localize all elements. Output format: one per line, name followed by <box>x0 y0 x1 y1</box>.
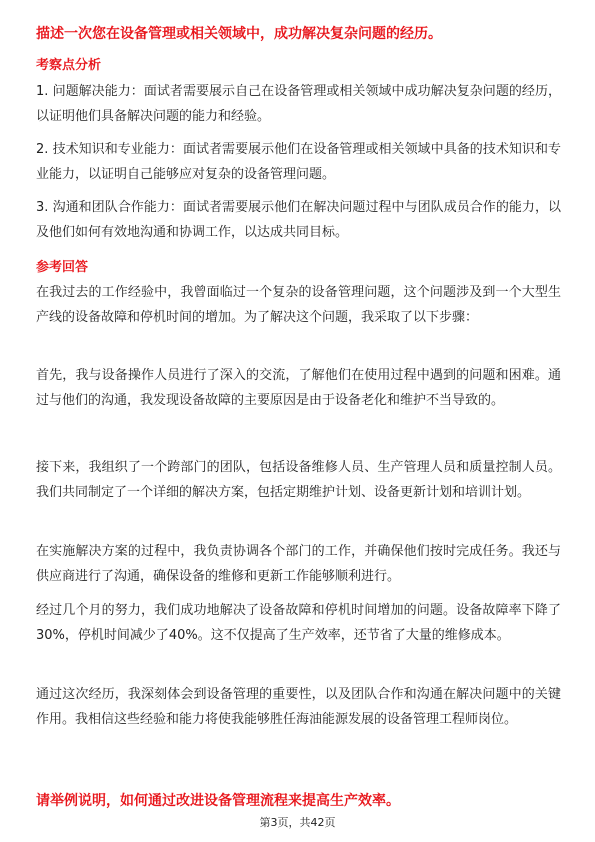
answer-paragraph-3: 接下来，我组织了一个跨部门的团队，包括设备维修人员、生产管理人员和质量控制人员。我们共同制定了一个详细的解决方案，包括定期维护计划、设备更新计划和培训计划。 <box>36 460 561 500</box>
answer-paragraph-6: 通过这次经历，我深刻体会到设备管理的重要性，以及团队合作和沟通在解决问题中的关键作用。我相信这些经验和能力将使我能够胜任海油能源发展的设备管理工程师岗位。 <box>36 687 561 727</box>
question-title: 描述一次您在设备管理或相关领域中，成功解决复杂问题的经历。 <box>36 26 442 42</box>
analysis-point-3: 3. 沟通和团队合作能力：面试者需要展示他们在解决问题过程中与团队成员合作的能力，以及他们如何有效地沟通和协调工作，以达成共同目标。 <box>36 200 561 240</box>
page-number: 第3页，共42页 <box>259 816 336 829</box>
answer-paragraph-4: 在实施解决方案的过程中，我负责协调各个部门的工作，并确保他们按时完成任务。我还与供应商进行了沟通，确保设备的维修和更新工作能够顺利进行。 <box>36 544 561 584</box>
analysis-point-2: 2. 技术知识和专业能力：面试者需要展示他们在设备管理或相关领域中具备的技术知识和专业能力，以证明自己能够应对复杂的设备管理问题。 <box>36 142 561 182</box>
analysis-point-1: 1. 问题解决能力：面试者需要展示自己在设备管理或相关领域中成功解决复杂问题的经历，以证明他们具备解决问题的能力和经验。 <box>36 84 561 124</box>
next-question-title: 请举例说明，如何通过改进设备管理流程来提高生产效率。 <box>36 793 400 809</box>
answer-paragraph-2: 首先，我与设备操作人员进行了深入的交流，了解他们在使用过程中遇到的问题和困难。通过与他们的沟通，我发现设备故障的主要原因是由于设备老化和维护不当导致的。 <box>36 368 561 408</box>
analysis-heading: 考察点分析 <box>36 58 102 73</box>
answer-paragraph-5: 经过几个月的努力，我们成功地解决了设备故障和停机时间增加的问题。设备故障率下降了30%，停机时间减少了40%。这不仅提高了生产效率，还节省了大量的维修成本。 <box>36 603 561 643</box>
answer-heading: 参考回答 <box>36 260 89 275</box>
answer-paragraph-1: 在我过去的工作经验中，我曾面临过一个复杂的设备管理问题，这个问题涉及到一个大型生产线的设备故障和停机时间的增加。为了解决这个问题，我采取了以下步骤： <box>36 285 561 325</box>
